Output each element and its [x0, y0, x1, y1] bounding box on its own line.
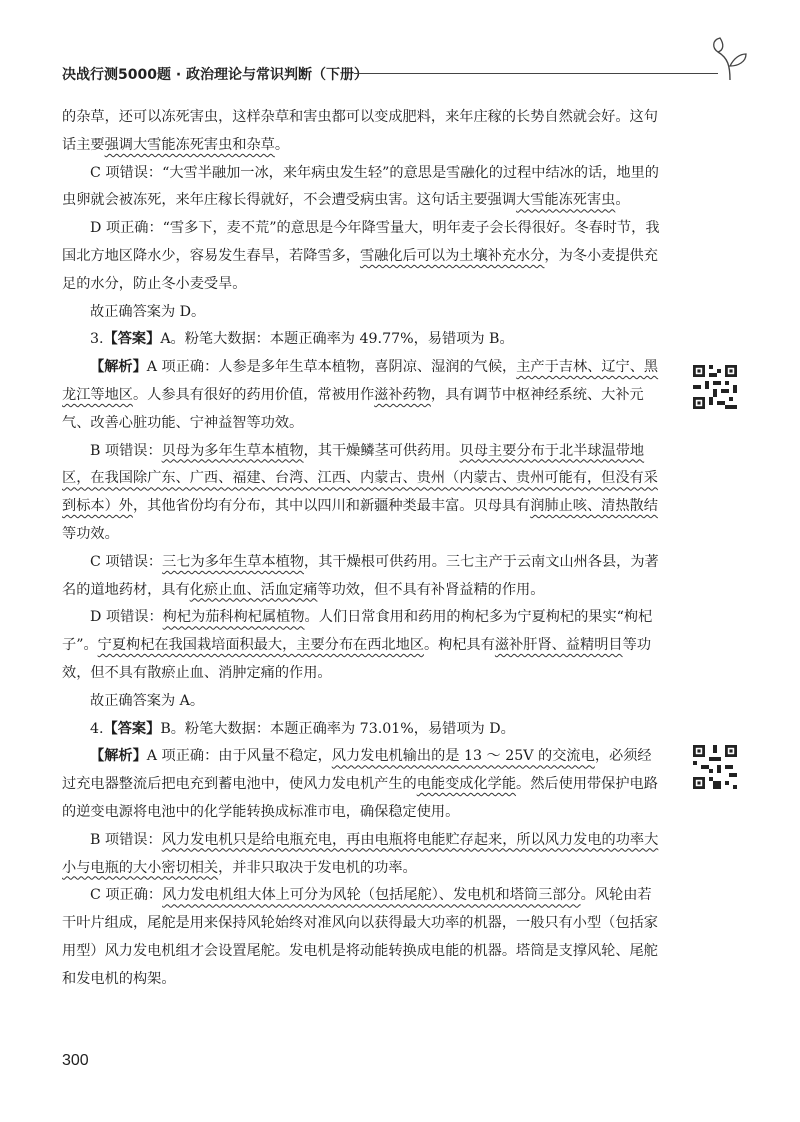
- underlined-phrase: 枸杞为茄科枸杞属植物: [162, 609, 305, 626]
- underlined-phrase: 润肺止咳、清热散结: [530, 498, 658, 515]
- answer-line-3: 3.【答案】A。粉笔大数据：本题正确率为 49.77%，易错项为 B。: [90, 331, 514, 348]
- underlined-phrase: 贝母主要分布于北半球温带地区，在我国除广东、广西、福建、台湾、江西、内蒙古、贵州（内蒙古、贵州可能有，但没有采到标本）外: [62, 442, 658, 515]
- underlined-phrase: 电能变成化学能: [416, 776, 517, 793]
- underlined-phrase: 风力发电机输出的是 13 ～ 25V 的交流电: [331, 748, 595, 765]
- underlined-phrase: 风力发电机组大体上可分为风轮（包括尾舵）、发电机和塔筒三部分: [162, 887, 581, 904]
- qr-code-question-4[interactable]: [693, 745, 737, 789]
- header-rule: [354, 73, 718, 74]
- underlined-phrase: 化瘀止血、活血定痛: [189, 581, 318, 598]
- underlined-phrase: 宁夏枸杞在我国栽培面积最大，主要分布在西北地区: [97, 637, 424, 654]
- page-number: 300: [62, 1052, 89, 1069]
- analysis-tag: 【解析】: [90, 359, 147, 376]
- analysis-a-4: 【解析】A 项正确：由于风量不稳定，风力发电机输出的是 13 ～ 25V 的交流电，必须经过充电器整流后把电充到蓄电池中，使风力发电机产生的电能变成化学能。然后使用带保护电路的逆变电源将电池中的化学能转换成标准市电，确保稳定使用。: [62, 748, 658, 820]
- underlined-phrase: 滋补肝肾、益精明目: [494, 637, 623, 654]
- book-title: 决战行测5000题 · 政治理论与常识判断（下册）: [62, 67, 369, 83]
- answer-tag: 【答案】: [103, 720, 161, 737]
- underlined-phrase: 主产于吉林、辽宁、黑龙江等地区: [62, 359, 659, 403]
- answer-line-4: 4.【答案】B。粉笔大数据：本题正确率为 73.01%，易错项为 D。: [90, 720, 515, 737]
- option-c-explanation: C 项错误：“大雪半融加一冰，来年病虫发生轻”的意思是雪融化的过程中结冰的话，地里的虫卵就会被冻死，来年庄稼长得就好，不会遭受病虫害。这句话主要强调大雪能冻死害虫。: [62, 164, 659, 209]
- analysis-a: 【解析】A 项正确：人参是多年生草本植物，喜阴凉、湿润的气候，主产于吉林、辽宁、黑龙江等地区。人参具有很好的药用价值，常被用作滋补药物，具有调节中枢神经系统、大补元气、改善心脏功能、宁神益智等功效。: [62, 359, 659, 431]
- option-d-explanation: D 项正确：“雪多下，麦不荒”的意思是今年降雪量大，明年麦子会长得很好。冬春时节，我国北方地区降水少，容易发生春旱，若降雪多，雪融化后可以为土壤补充水分，为冬小麦提供充足的水分，防止冬小麦受旱。: [62, 220, 660, 292]
- underlined-phrase: 雪融化后可以为土壤补充水分: [359, 247, 545, 264]
- qr-code-question-3[interactable]: [693, 365, 737, 409]
- underlined-phrase: 大雪能冻死害虫: [516, 192, 616, 209]
- analysis-b-4: B 项错误：风力发电机只是给电瓶充电，再由电瓶将电能贮存起来，所以风力发电的功率大小与电瓶的大小密切相关，并非只取决于发电机的功率。: [62, 831, 659, 876]
- analysis-tag: 【解析】: [90, 748, 147, 765]
- conclusion: 故正确答案为 D。: [90, 303, 206, 320]
- underlined-phrase: 强调大雪能冻死害虫和杂草: [104, 136, 275, 153]
- underlined-phrase: 风力发电机只是给电瓶充电，再由电瓶将电能贮存起来，所以风力发电的功率大小与电瓶的大小密切相关: [62, 831, 659, 876]
- conclusion: 故正确答案为 A。: [90, 692, 205, 709]
- analysis-c: C 项错误：三七为多年生草本植物，其干燥根可供药用。三七主产于云南文山州各县，为著名的道地药材，具有化瘀止血、活血定痛等功效，但不具有补肾益精的作用。: [62, 553, 659, 598]
- analysis-c-4: C 项正确：风力发电机组大体上可分为风轮（包括尾舵）、发电机和塔筒三部分。风轮由若干叶片组成，尾舵是用来保持风轮始终对准风向以获得最大功率的机器，一般只有小型（包括家用型）风力发电机组才会设置尾舵。发电机是将动能转换成电能的机器。塔筒是支撑风轮、尾舵和发电机的构架。: [62, 887, 658, 987]
- underlined-phrase: 滋补药物: [374, 386, 431, 403]
- underlined-phrase: 贝母为多年生草本植物: [161, 442, 304, 459]
- underlined-phrase: 三七为多年生草本植物: [162, 553, 305, 570]
- page-body: [62, 104, 662, 994]
- running-header: [62, 64, 752, 94]
- answer-tag: 【答案】: [103, 331, 161, 348]
- sprout-icon: [710, 36, 750, 80]
- analysis-d: D 项错误：枸杞为茄科枸杞属植物。人们日常食用和药用的枸杞多为宁夏枸杞的果实“枸杞子”。宁夏枸杞在我国栽培面积最大，主要分布在西北地区。枸杞具有滋补肝肾、益精明目等功效，但不具有散瘀止血、消肿定痛的作用。: [62, 609, 653, 681]
- qr-code-icon: [693, 365, 737, 409]
- paragraph-continuation: 的杂草，还可以冻死害虫，这样杂草和害虫都可以变成肥料，来年庄稼的长势自然就会好。这句话主要强调大雪能冻死害虫和杂草。: [62, 109, 658, 153]
- analysis-b: B 项错误：贝母为多年生草本植物，其干燥鳞茎可供药用。贝母主要分布于北半球温带地区，在我国除广东、广西、福建、台湾、江西、内蒙古、贵州（内蒙古、贵州可能有，但没有采到标本）外，其他省份均有分布，其中以四川和新疆种类最丰富。贝母具有润肺止咳、清热散结等功效。: [62, 442, 658, 542]
- qr-code-icon: [693, 745, 737, 789]
